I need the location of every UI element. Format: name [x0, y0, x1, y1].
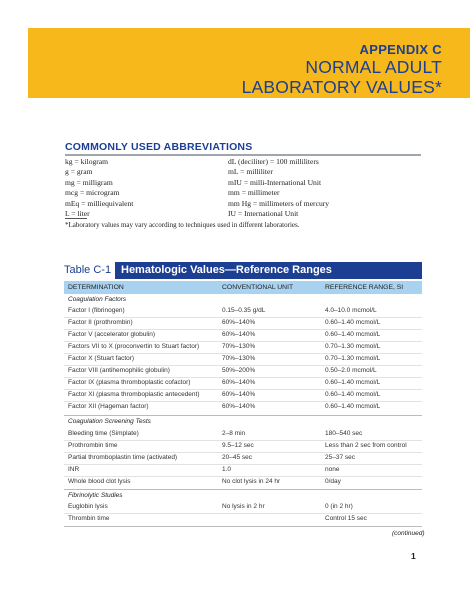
cell-reference-range: 25–37 sec: [325, 454, 355, 461]
cell-determination: Factors VII to X (proconvertin to Stuart factor): [68, 343, 200, 350]
table-row: [64, 465, 422, 476]
table-column-header: [64, 281, 422, 294]
abbreviation-item: IU = International Unit: [228, 209, 299, 219]
continued-note: (continued): [392, 530, 425, 537]
cell-conventional-unit: 60%–140%: [222, 391, 256, 398]
cell-reference-range: none: [325, 466, 340, 473]
cell-conventional-unit: 2–8 min: [222, 430, 246, 437]
cell-determination: INR: [68, 466, 80, 473]
cell-conventional-unit: 70%–130%: [222, 355, 256, 362]
table-row: [64, 441, 422, 452]
cell-reference-range: 0.60–1.40 mcmol/L: [325, 391, 381, 398]
cell-reference-range: Control 15 sec: [325, 515, 367, 522]
cell-determination: Factor V (accelerator globulin): [68, 331, 156, 338]
cell-conventional-unit: 70%–130%: [222, 343, 256, 350]
cell-reference-range: Less than 2 sec from control: [325, 442, 407, 449]
table-number: Table C-1: [64, 262, 114, 279]
section-title-text: Coagulation Screening Tests: [68, 418, 151, 425]
abbreviations-divider: [65, 154, 421, 156]
cell-conventional-unit: 60%–140%: [222, 379, 256, 386]
cell-conventional-unit: 60%–140%: [222, 319, 256, 326]
cell-determination: Prothrombin time: [68, 442, 118, 449]
table-row: [64, 402, 422, 413]
page-title-line-1: NORMAL ADULT: [305, 57, 442, 77]
abbreviation-item: mcg = microgram: [65, 188, 120, 198]
cell-conventional-unit: 50%–200%: [222, 367, 256, 374]
cell-conventional-unit: 9.5–12 sec: [222, 442, 254, 449]
cell-conventional-unit: 60%–140%: [222, 403, 256, 410]
table-row: [64, 477, 422, 488]
table-row: [64, 330, 422, 341]
table-row: [64, 366, 422, 377]
table-row: [64, 306, 422, 317]
cell-determination: Factor IX (plasma thromboplastic cofactor): [68, 379, 191, 386]
table-row: [64, 342, 422, 353]
page-number: 1: [411, 551, 416, 561]
cell-reference-range: 180–540 sec: [325, 430, 363, 437]
cell-reference-range: 0.60–1.40 mcmol/L: [325, 331, 381, 338]
column-header-reference-range: REFERENCE RANGE, SI: [325, 284, 404, 291]
cell-reference-range: 0.70–1.30 mcmol/L: [325, 343, 381, 350]
table-row: [64, 514, 422, 525]
footnote: *Laboratory values may vary according to techniques used in different laboratories.: [65, 221, 300, 229]
cell-conventional-unit: 0.15–0.35 g/dL: [222, 307, 266, 314]
table-bottom-rule: [64, 526, 422, 527]
cell-determination: Factor XII (Hageman factor): [68, 403, 149, 410]
abbreviation-item: mEq = milliequivalent: [65, 198, 134, 208]
section-divider: [64, 489, 422, 490]
cell-conventional-unit: 60%–140%: [222, 331, 256, 338]
section-title-text: Coagulation Factors: [68, 296, 127, 303]
cell-reference-range: 0.50–2.0 mcmol/L: [325, 367, 377, 374]
abbreviation-item: mm Hg = millimeters of mercury: [228, 198, 330, 208]
abbreviations-right-column: [228, 157, 329, 219]
header-text-group: [242, 42, 442, 97]
table-title: Hematologic Values—Reference Ranges: [121, 264, 332, 276]
header-banner: [28, 28, 470, 98]
abbreviations-heading: COMMONLY USED ABBREVIATIONS: [65, 141, 253, 153]
abbreviations-left-column: [65, 157, 133, 219]
cell-reference-range: 0 (in 2 hr): [325, 503, 353, 510]
table-heading: [64, 262, 422, 279]
table-row: [64, 318, 422, 329]
cell-conventional-unit: 1.0: [222, 466, 232, 473]
cell-conventional-unit: No clot lysis in 24 hr: [222, 478, 281, 485]
cell-determination: Whole blood clot lysis: [68, 478, 131, 485]
cell-determination: Thrombin time: [68, 515, 110, 522]
abbreviation-item: g = gram: [65, 167, 93, 177]
table-title-bar: [115, 262, 422, 279]
abbreviation-item: mm = millimeter: [228, 188, 280, 198]
cell-reference-range: 4.0–10.0 mcmol/L: [325, 307, 377, 314]
abbreviation-item: mg = milligram: [65, 177, 113, 187]
page-title-line-2: LABORATORY VALUES*: [241, 77, 442, 97]
cell-determination: Partial thromboplastin time (activated): [68, 454, 178, 461]
cell-determination: Euglobin lysis: [68, 503, 108, 510]
table-row: [64, 378, 422, 389]
column-header-conventional-unit: CONVENTIONAL UNIT: [222, 284, 294, 291]
section-title-text: Fibrinolytic Studies: [68, 492, 123, 499]
abbreviation-item: L = liter: [65, 209, 90, 219]
cell-reference-range: 0.60–1.40 mcmol/L: [325, 403, 381, 410]
cell-conventional-unit: 20–45 sec: [222, 454, 252, 461]
cell-determination: Bleeding time (Simplate): [68, 430, 139, 437]
cell-reference-range: 0.60–1.40 mcmol/L: [325, 379, 381, 386]
table-row: [64, 453, 422, 464]
table-row: [64, 429, 422, 440]
cell-reference-range: 0.60–1.40 mcmol/L: [325, 319, 381, 326]
cell-determination: Factor I (fibrinogen): [68, 307, 125, 314]
table-row: [64, 502, 422, 513]
table-row: [64, 390, 422, 401]
cell-determination: Factor VIII (antihemophilic globulin): [68, 367, 170, 374]
cell-reference-range: 0.70–1.30 mcmol/L: [325, 355, 381, 362]
abbreviation-item: dL (deciliter) = 100 milliliters: [228, 157, 319, 166]
appendix-label: APPENDIX C: [359, 42, 442, 57]
abbreviation-item: kg = kilogram: [65, 157, 109, 166]
cell-determination: Factor II (prothrombin): [68, 319, 133, 326]
cell-determination: Factor X (Stuart factor): [68, 355, 135, 362]
abbreviation-item: mL = milliliter: [228, 167, 273, 177]
section-divider: [64, 415, 422, 416]
abbreviation-item: mIU = milli-International Unit: [228, 177, 322, 187]
footnote-divider: [65, 218, 87, 219]
column-header-determination: DETERMINATION: [68, 284, 124, 291]
cell-conventional-unit: No lysis in 2 hr: [222, 503, 265, 510]
cell-reference-range: 0/day: [325, 478, 341, 485]
table-row: [64, 354, 422, 365]
cell-determination: Factor XI (plasma thromboplastic antecedent): [68, 391, 200, 398]
